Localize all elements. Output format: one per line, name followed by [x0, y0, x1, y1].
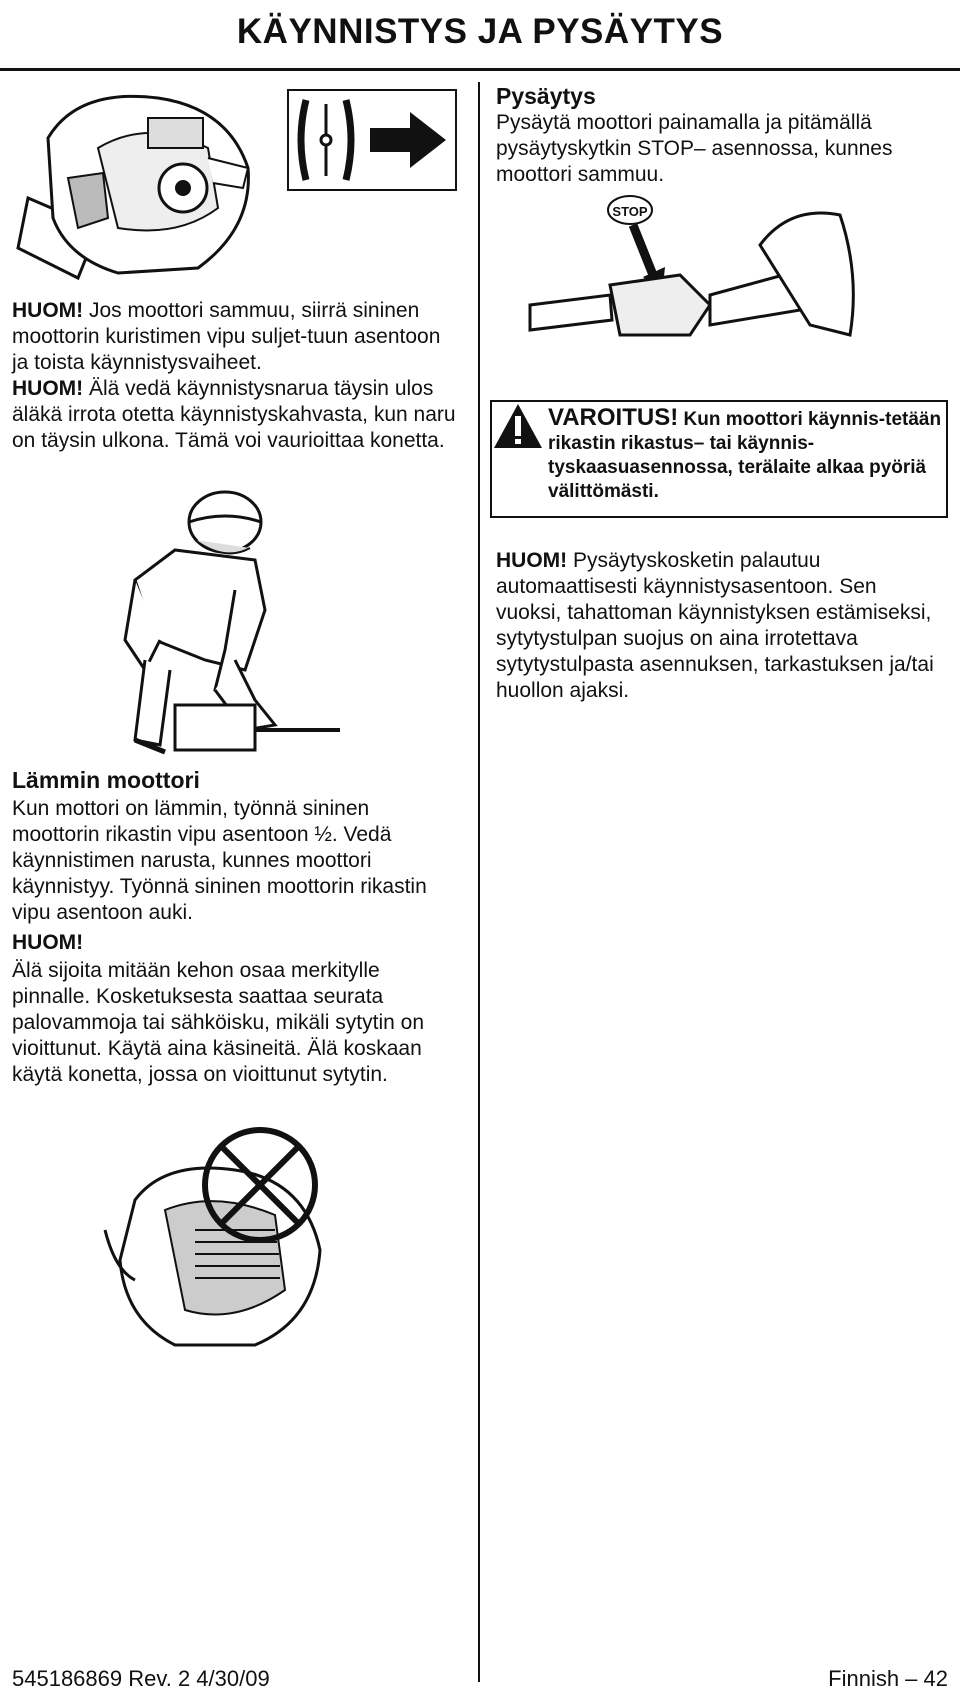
note-label: HUOM! — [12, 377, 84, 400]
stop-text: Pysäytä moottori painamalla ja pitämällä pysäytyskytkin STOP– asennossa, kunnes moottori sammuu. — [496, 111, 893, 186]
note-starter-cord — [12, 376, 462, 454]
stop-switch-illustration — [530, 195, 860, 365]
warning-text: Kun moottori käynnis-tetään rikastin rikastus– tai käynnis-tyskaasuasennossa, terälaite alkaa pyöriä välittömästi. — [548, 409, 942, 502]
choke-closed-symbol — [288, 90, 456, 190]
footer-page-number: Finnish – 42 — [828, 1666, 948, 1691]
warm-engine-text: Kun mottori on lämmin, työnnä sininen moottorin rikastin vipu asentoon ½. Vedä käynnistimen narusta, kunnes moottori käynnistyy. Työnnä sininen moottorin rikastin vipu asentoon auki. — [12, 797, 427, 924]
engine-choke-illustration — [8, 78, 258, 278]
stop-sign-label: STOP — [612, 204, 648, 219]
footer-doc-id: 545186869 Rev. 2 4/30/09 — [12, 1666, 270, 1691]
operator-starting-illustration — [115, 490, 345, 760]
note-text: Jos moottori sammuu, siirrä sininen moottorin kuristimen vipu suljet-tuun asentoon ja toista käynnistysvaiheet. — [12, 299, 441, 374]
note-label: HUOM! — [496, 549, 568, 572]
note-label: HUOM! — [12, 299, 84, 322]
note-text: Älä vedä käynnistysnarua täysin ulos äläkä irrota otetta käynnistyskahvasta, kun naru on täysin ulkona. Tämä voi vaurioittaa konetta. — [12, 377, 456, 452]
page-title: KÄYNNISTYS JA PYSÄYTYS — [236, 12, 724, 51]
warm-engine-heading: Lämmin moottori — [12, 767, 200, 793]
stop-heading: Pysäytys — [496, 83, 596, 109]
warning-triangle-icon — [492, 402, 544, 450]
note-stop-contact — [496, 548, 936, 704]
prohibited-touch-engine-illustration — [105, 1120, 345, 1360]
column-divider — [478, 82, 480, 1682]
note-text: Pysäytyskosketin palautuu automaattisesti käynnistysasentoon. Sen vuoksi, tahattoman käynnistyksen estämiseksi, sytytystulpan suojus on aina irrotettava sytytystulpasta asennuksen, tarkastuksen ja/tai huollon ajaksi. — [496, 549, 934, 702]
note-restart — [12, 298, 462, 376]
warning-content — [548, 404, 943, 504]
note-burn-label — [12, 930, 462, 956]
note-burn-text: Älä sijoita mitään kehon osaa merkitylle pinnalle. Kosketuksesta saattaa seurata palovammoja tai sähköisku, mikäli sytytin on vioittunut. Käytä aina käsineitä. Älä koskaan käytä konetta, jossa on vioittunut sytytin. — [12, 959, 425, 1086]
note-label: HUOM! — [12, 931, 84, 954]
warning-label: VAROITUS! — [548, 404, 679, 431]
